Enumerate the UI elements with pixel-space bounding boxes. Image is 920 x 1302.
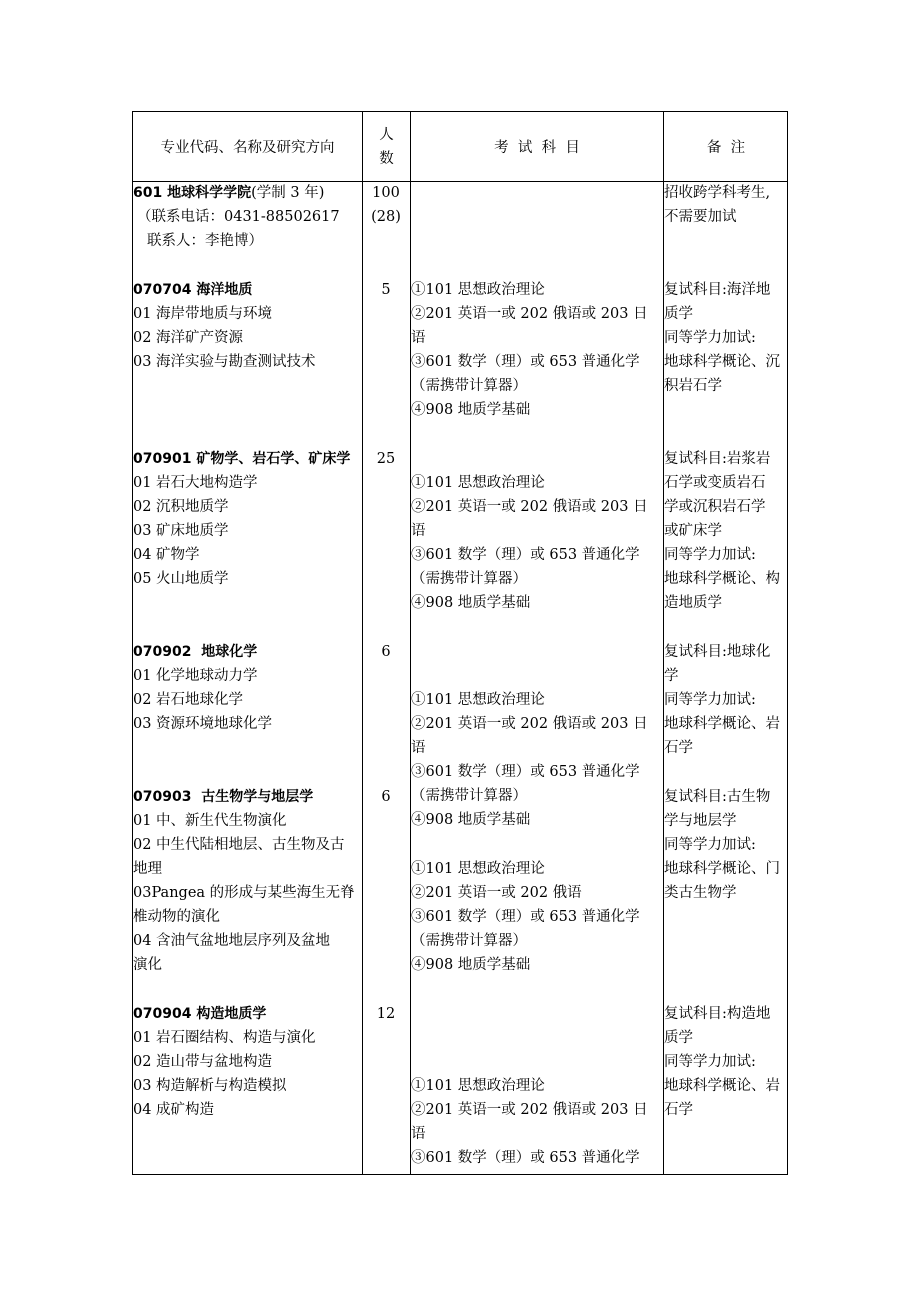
note-item: 同等学力加试:: [664, 837, 756, 853]
direction-item: 01 中、新生代生物演化: [133, 813, 287, 829]
note-list: [664, 447, 788, 615]
exam-list: [411, 278, 663, 422]
major-title: 070903 古生物学与地层学: [133, 789, 314, 805]
note-item: 地球科学概论、沉: [664, 354, 780, 370]
major-block: [133, 278, 362, 374]
major-title: 070901 矿物学、岩石学、矿床学: [133, 451, 351, 467]
direction-item: 03 构造解析与构造模拟: [133, 1078, 287, 1094]
major-count: 25: [376, 451, 396, 467]
school-contact: 联系人：李艳博）: [147, 233, 263, 249]
note-item: 质学: [664, 1030, 693, 1046]
note-item: 同等学力加试:: [664, 692, 756, 708]
note-list: [664, 278, 788, 398]
exam-item: ①101 思想政治理论: [411, 692, 545, 708]
direction-item: 02 造山带与盆地构造: [133, 1054, 273, 1070]
note-list: [664, 785, 788, 905]
exam-item: ①101 思想政治理论: [411, 475, 545, 491]
exam-item: ③601 数学（理）或 653 普通化学: [411, 764, 640, 780]
note-item: 地球科学概论、门: [664, 861, 780, 877]
exam-item: 语: [411, 740, 426, 756]
major-count: 12: [376, 1006, 396, 1022]
note-item: 石学: [664, 740, 693, 756]
admissions-table: [132, 111, 788, 1175]
note-item: 石学或变质岩石: [664, 475, 766, 491]
exam-item: ①101 思想政治理论: [411, 282, 545, 298]
direction-item: 02 岩石地球化学: [133, 692, 244, 708]
exam-list: [411, 688, 663, 832]
header-count-a: 人: [379, 126, 394, 143]
note-item: 复试科目:地球化: [664, 644, 771, 660]
exam-item: ②201 英语一或 202 俄语或 203 日: [411, 499, 648, 515]
note-item: 复试科目:构造地: [664, 1006, 771, 1022]
direction-item: 01 岩石大地构造学: [133, 475, 258, 491]
exam-item: ②201 英语一或 202 俄语或 203 日: [411, 716, 648, 732]
school-note: [664, 181, 788, 229]
note-item: 地球科学概论、构: [664, 571, 780, 587]
exam-item: ②201 英语一或 202 俄语或 203 日: [411, 1102, 648, 1118]
school-count-sub: (28): [371, 209, 401, 225]
major-block: [133, 785, 362, 977]
note-item: 学与地层学: [664, 813, 737, 829]
major-title: 070904 构造地质学: [133, 1006, 267, 1022]
major-title: 070902 地球化学: [133, 644, 258, 660]
note-list: [664, 1002, 788, 1122]
major-block: [133, 640, 362, 736]
exam-item: ②201 英语一或 202 俄语: [411, 885, 582, 901]
direction-item: 04 成矿构造: [133, 1102, 215, 1118]
major-block: [133, 1002, 362, 1122]
direction-item: 03 资源环境地球化学: [133, 716, 273, 732]
school-years: (学制 3 年): [251, 185, 325, 201]
direction-item: 05 火山地质学: [133, 571, 229, 587]
exam-list: [411, 471, 663, 615]
exam-item: ④908 地质学基础: [411, 812, 531, 828]
exam-item: 语: [411, 523, 426, 539]
school-name: 601 地球科学学院: [133, 185, 252, 201]
direction-item: 02 中生代陆相地层、古生物及古: [133, 837, 345, 853]
exam-item: （需携带计算器）: [411, 571, 527, 587]
note-item: 同等学力加试:: [664, 1054, 756, 1070]
header-count: [363, 112, 410, 181]
exam-item: 语: [411, 1126, 426, 1142]
column-divider: [410, 112, 411, 1174]
note-item: 石学: [664, 1102, 693, 1118]
note-item: 学: [664, 668, 679, 684]
exam-item: 语: [411, 330, 426, 346]
school-phone: （联系电话：0431-88502617: [137, 209, 340, 225]
direction-item: 04 矿物学: [133, 547, 200, 563]
note-item: 复试科目:古生物: [664, 789, 771, 805]
direction-item: 01 岩石圈结构、构造与演化: [133, 1030, 316, 1046]
note-item: 复试科目:岩浆岩: [664, 451, 771, 467]
note-item: 地球科学概论、岩: [664, 716, 780, 732]
school-count: [362, 181, 410, 229]
exam-item: （需携带计算器）: [411, 933, 527, 949]
exam-item: （需携带计算器）: [411, 378, 527, 394]
direction-item: 02 海洋矿产资源: [133, 330, 244, 346]
direction-item: 03 海洋实验与勘查测试技术: [133, 354, 316, 370]
header-major: 专业代码、名称及研究方向: [160, 140, 335, 156]
exam-list: [411, 1074, 663, 1170]
exam-item: ④908 地质学基础: [411, 595, 531, 611]
exam-item: ④908 地质学基础: [411, 957, 531, 973]
school-count-total: 100: [372, 185, 400, 201]
exam-item: ④908 地质学基础: [411, 402, 531, 418]
school-info: [133, 181, 362, 253]
exam-item: ①101 思想政治理论: [411, 1078, 545, 1094]
header-count-b: 数: [379, 150, 394, 167]
school-note-line: 招收跨学科考生,: [664, 185, 771, 201]
direction-item: 02 沉积地质学: [133, 499, 229, 515]
note-item: 同等学力加试:: [664, 547, 756, 563]
exam-list: [411, 857, 663, 977]
direction-item: 03 矿床地质学: [133, 523, 229, 539]
note-item: 造地质学: [664, 595, 722, 611]
direction-item: 01 海岸带地质与环境: [133, 306, 273, 322]
major-block: [133, 447, 362, 591]
exam-item: （需携带计算器）: [411, 788, 527, 804]
note-item: 同等学力加试:: [664, 330, 756, 346]
exam-item: ①101 思想政治理论: [411, 861, 545, 877]
major-count: 5: [381, 282, 391, 298]
major-count: 6: [381, 644, 391, 660]
direction-item: 01 化学地球动力学: [133, 668, 258, 684]
exam-item: ③601 数学（理）或 653 普通化学: [411, 909, 640, 925]
header-notes: 备 注: [706, 140, 746, 156]
exam-item: ②201 英语一或 202 俄语或 203 日: [411, 306, 648, 322]
note-item: 或矿床学: [664, 523, 722, 539]
direction-item: 椎动物的演化: [133, 909, 220, 925]
note-item: 学或沉积岩石学: [664, 499, 766, 515]
major-count: 6: [381, 789, 391, 805]
note-item: 类古生物学: [664, 885, 737, 901]
exam-item: ③601 数学（理）或 653 普通化学: [411, 1150, 640, 1166]
direction-item: 地理: [133, 861, 162, 877]
exam-item: ③601 数学（理）或 653 普通化学: [411, 354, 640, 370]
direction-item: 演化: [133, 957, 162, 973]
note-list: [664, 640, 788, 760]
note-item: 质学: [664, 306, 693, 322]
direction-item: 03Pangea 的形成与某些海生无脊: [133, 885, 355, 901]
direction-item: 04 含油气盆地地层序列及盆地: [133, 933, 331, 949]
note-item: 地球科学概论、岩: [664, 1078, 780, 1094]
major-title: 070704 海洋地质: [133, 282, 253, 298]
note-item: 复试科目:海洋地: [664, 282, 771, 298]
header-exams: 考 试 科 目: [494, 140, 580, 156]
school-note-line: 不需要加试: [664, 209, 737, 225]
note-item: 积岩石学: [664, 378, 722, 394]
exam-item: ③601 数学（理）或 653 普通化学: [411, 547, 640, 563]
